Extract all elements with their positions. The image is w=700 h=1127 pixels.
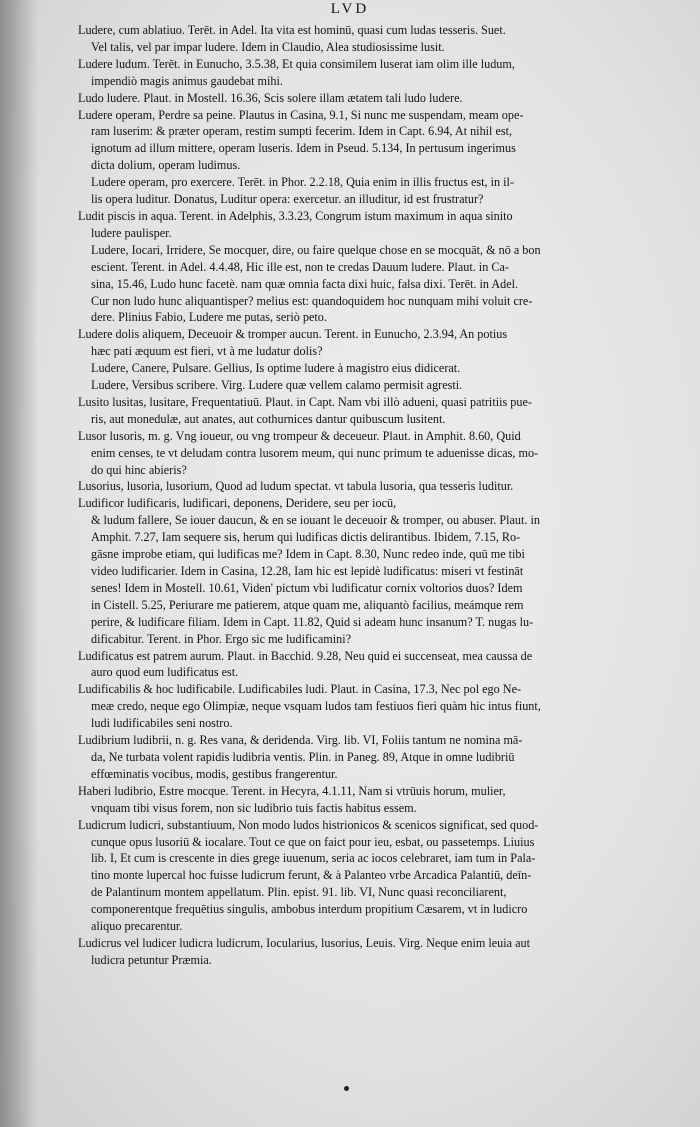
- entry-text-line: componerentque frequētius singulis, ambobus interdum propitium Cæsarem, vt in ludicro: [91, 902, 528, 917]
- entry-text-line: hæc pati æquum est fieri, vt à me ludatur dolis?: [91, 344, 323, 359]
- dictionary-entry: [78, 360, 674, 377]
- entry-headword-line: Ludo ludere. Plaut. in Mostell. 16.36, Scis solere illam ætatem tali ludo ludere.: [78, 90, 463, 105]
- entry-text-line: ris, aut monedulæ, aut anates, aut cothurnices dantur quibuscum lusitent.: [91, 411, 446, 426]
- entry-text-line: lis opera luditur. Donatus, Luditur opera: exercetur. an illuditur, id est frustratur?: [91, 192, 484, 207]
- entry-text-line: ignotum ad illum mittere, operam luseris. Idem in Pseud. 5.134, In pertusum ingerimus: [91, 141, 516, 156]
- dictionary-entry: [78, 817, 674, 935]
- entry-text-line: meæ credo, neque ego Olimpiæ, neque vsquam ludos tam festiuos fieri quàm hic intus fiunt,: [91, 699, 541, 714]
- dictionary-entry: [78, 208, 674, 242]
- entry-text-line: Amphit. 7.27, Iam sequere sis, herum qui ludificas dictis delirantibus. Ibidem, 7.15, Ro-: [91, 530, 521, 545]
- entry-headword-line: Ludit piscis in aqua. Terent. in Adelphis, 3.3.23, Congrum istum maximum in aqua sinito: [78, 208, 513, 223]
- entry-text-line: auro quod eum ludificatus est.: [91, 665, 239, 680]
- entry-text-line: in Cistell. 5.25, Periurare me patierem, atque quam me, aliquantò facilius, meámque rem: [91, 597, 524, 612]
- dictionary-entry: [78, 648, 674, 682]
- dictionary-entry: [78, 732, 674, 783]
- entry-text-line: ludi ludificabiles seni nostro.: [91, 716, 233, 731]
- entry-text-line: cunque opus lusoriū & iocalare. Tout ce que on faict pour ieu, esbat, ou passetemps. Liuius: [91, 834, 535, 849]
- entry-text-line: tino monte lupercal hoc fuisse ludicrum ferunt, & à Palanteo vrbe Arcadica Palantiū, deīn-: [91, 868, 532, 883]
- entry-text-line: effœminatis vocibus, modis, gestibus frangerentur.: [91, 766, 338, 781]
- dictionary-entry: [78, 394, 674, 428]
- entry-text-line: & ludum fallere, Se iouer daucun, & en se iouant le deceuoir & tromper, ou abuser. Plaut. in: [91, 513, 540, 528]
- entry-text-line: video ludificarier. Idem in Casina, 12.28, Iam hic est lepidè ludificatus: miseri vt festināt: [91, 564, 524, 578]
- dictionary-entry: [78, 22, 674, 56]
- dictionary-entry: [78, 428, 674, 479]
- entry-text-line: aliquo precarentur.: [91, 919, 183, 934]
- entry-headword-line: Ludere ludum. Terēt. in Eunucho, 3.5.38, Et quia consimilem luserat iam olim ille ludum,: [78, 56, 515, 71]
- entry-text-line: ludere paulisper.: [91, 225, 172, 240]
- entry-text-line: vnquam tibi visus forem, non sic ludibrio tuis factis habitus essem.: [91, 800, 417, 815]
- running-head: LVD: [330, 1, 370, 17]
- dictionary-entry: [78, 242, 674, 327]
- entry-text-line: gāsne improbe etiam, qui ludificas me? Idem in Capt. 8.30, Nunc redeo inde, quū me tibi: [91, 547, 525, 562]
- entry-text-line: escient. Terent. in Adel. 4.4.48, Hic ille est, non te credas Dauum ludere. Plaut. in Ca-: [91, 259, 509, 274]
- entry-headword-line: Ludicrus vel ludicer ludicra ludicrum, Iocularius, lusorius, Leuis. Virg. Neque enim leuia aut: [78, 935, 531, 950]
- entry-headword-line: Ludificor ludificaris, ludificari, deponens, Deridere, seu per iocū,: [78, 496, 397, 511]
- entry-text-line: Vel talis, vel par impar ludere. Idem in Claudio, Alea studiosissime lusit.: [91, 39, 445, 54]
- entry-text-line: enim censes, te vt deludam contra lusorem meum, qui nunc primum te aduenisse dicas, mo-: [91, 445, 539, 460]
- dictionary-entry: [78, 495, 674, 647]
- entry-text-line: Cur non ludo hunc aliquantisper? melius est: quandoquidem hoc nunquam mihi voluit cre-: [91, 293, 533, 308]
- entry-headword-line: Lusorius, lusoria, lusorium, Quod ad ludum spectat. vt tabula lusoria, qua tesseris luditur.: [78, 479, 514, 494]
- entry-headword-line: Lusor lusoris, m. g. Vng ioueur, ou vng trompeur & deceueur. Plaut. in Amphit. 8.60, Quid: [78, 428, 521, 443]
- dictionary-entry: [78, 681, 674, 732]
- entry-headword-line: Ludere, cum ablatiuo. Terēt. in Adel. Ita vita est hominū, quasi cum ludas tesseris. Suet.: [78, 23, 506, 37]
- entry-text-line: dificabitur. Terent. in Phor. Ergo sic me ludificamini?: [91, 631, 351, 646]
- entry-headword-line: Ludere dolis aliquem, Deceuoir & tromper aucun. Terent. in Eunucho, 2.3.94, An potius: [78, 327, 508, 342]
- dictionary-entry: [78, 783, 674, 817]
- entry-headword-line: Ludicrum ludicri, substantiuum, Non modo ludos histrionicos & scenicos significat, sed quod-: [78, 817, 539, 832]
- entry-text-line: impendiò magis animus gaudebat mihi.: [91, 73, 283, 88]
- entry-text-line: lib. I, Et cum is crescente in dies grege iuuenum, seria ac iocos celebraret, iam tum in Pala-: [91, 851, 536, 866]
- entry-headword-line: Haberi ludibrio, Estre mocque. Terent. in Hecyra, 4.1.11, Nam si vtrūuis horum, mulier,: [78, 783, 506, 798]
- entry-headword-line: Ludere, Versibus scribere. Virg. Ludere quæ vellem calamo permisit agresti.: [91, 378, 463, 393]
- entry-text-line: ludicra petuntur Præmia.: [91, 952, 212, 967]
- entry-text-line: sina, 15.46, Ludo hunc facetè. nam quæ omnia facta dixi huic, falsa dixi. Terēt. in Adel.: [91, 276, 519, 291]
- dictionary-entry: [78, 326, 674, 360]
- entry-text-line: de Palantinum montem appellatum. Plin. epist. 91. lib. VI, Nunc quasi reconciliarent,: [91, 885, 507, 900]
- entry-text-line: dere. Plinius Fabio, Ludere me putas, seriò peto.: [91, 310, 327, 325]
- entry-headword-line: Ludificabilis & hoc ludificabile. Ludificabiles ludi. Plaut. in Casina, 17.3, Nec pol ego Ne-: [78, 682, 522, 697]
- entry-text-line: do qui hinc abieris?: [91, 462, 187, 477]
- dictionary-entry: [78, 56, 674, 90]
- entry-text-line: senes! Idem in Mostell. 10.61, Viden' pictum vbi ludificatur cornix voltorios duos? Idem: [91, 580, 523, 595]
- dictionary-entry: [78, 174, 674, 208]
- entry-text-line: da, Ne turbata volent rapidis ludibria ventis. Plin. in Paneg. 89, Atque in omne ludibriū: [91, 749, 515, 764]
- entry-headword-line: Ludere operam, Perdre sa peine. Plautus in Casina, 9.1, Si nunc me suspendam, meam ope-: [78, 107, 524, 122]
- dictionary-column: [78, 22, 674, 969]
- dictionary-entry: [78, 107, 674, 175]
- dictionary-entry: [78, 377, 674, 394]
- entry-headword-line: Ludere, Canere, Pulsare. Gellius, Is optime ludere à magistro eius didicerat.: [91, 361, 461, 376]
- dictionary-entry: [78, 90, 674, 107]
- entry-text-line: perire, & ludificare filiam. Idem in Capt. 11.82, Quid si adeam hunc insanum? T. nugas lu-: [91, 614, 534, 629]
- entry-text-line: ram luserim: & præter operam, restim sumpti fecerim. Idem in Capt. 6.94, At nihil est,: [91, 124, 513, 139]
- catchword-mark: [344, 1086, 349, 1091]
- entry-headword-line: Ludificatus est patrem aurum. Plaut. in Bacchid. 9.28, Neu quid ei succenseat, mea caussa de: [78, 648, 533, 663]
- dictionary-entry: [78, 935, 674, 969]
- entry-headword-line: Ludere, Iocari, Irridere, Se mocquer, dire, ou faire quelque chose en se mocquāt, & nō a bon: [91, 242, 541, 257]
- dictionary-entry: [78, 478, 674, 495]
- entry-headword-line: Ludibrium ludibrii, n. g. Res vana, & deridenda. Virg. lib. VI, Foliis tantum ne nomina mā-: [78, 733, 523, 748]
- entry-headword-line: Lusito lusitas, lusitare, Frequentatiuū. Plaut. in Capt. Nam vbi illò adueni, quasi patritiis pue-: [78, 394, 532, 409]
- entry-text-line: dicta dolium, operam ludimus.: [91, 158, 241, 173]
- entry-headword-line: Ludere operam, pro exercere. Terēt. in Phor. 2.2.18, Quia enim in illis fructus est, in il-: [91, 175, 514, 190]
